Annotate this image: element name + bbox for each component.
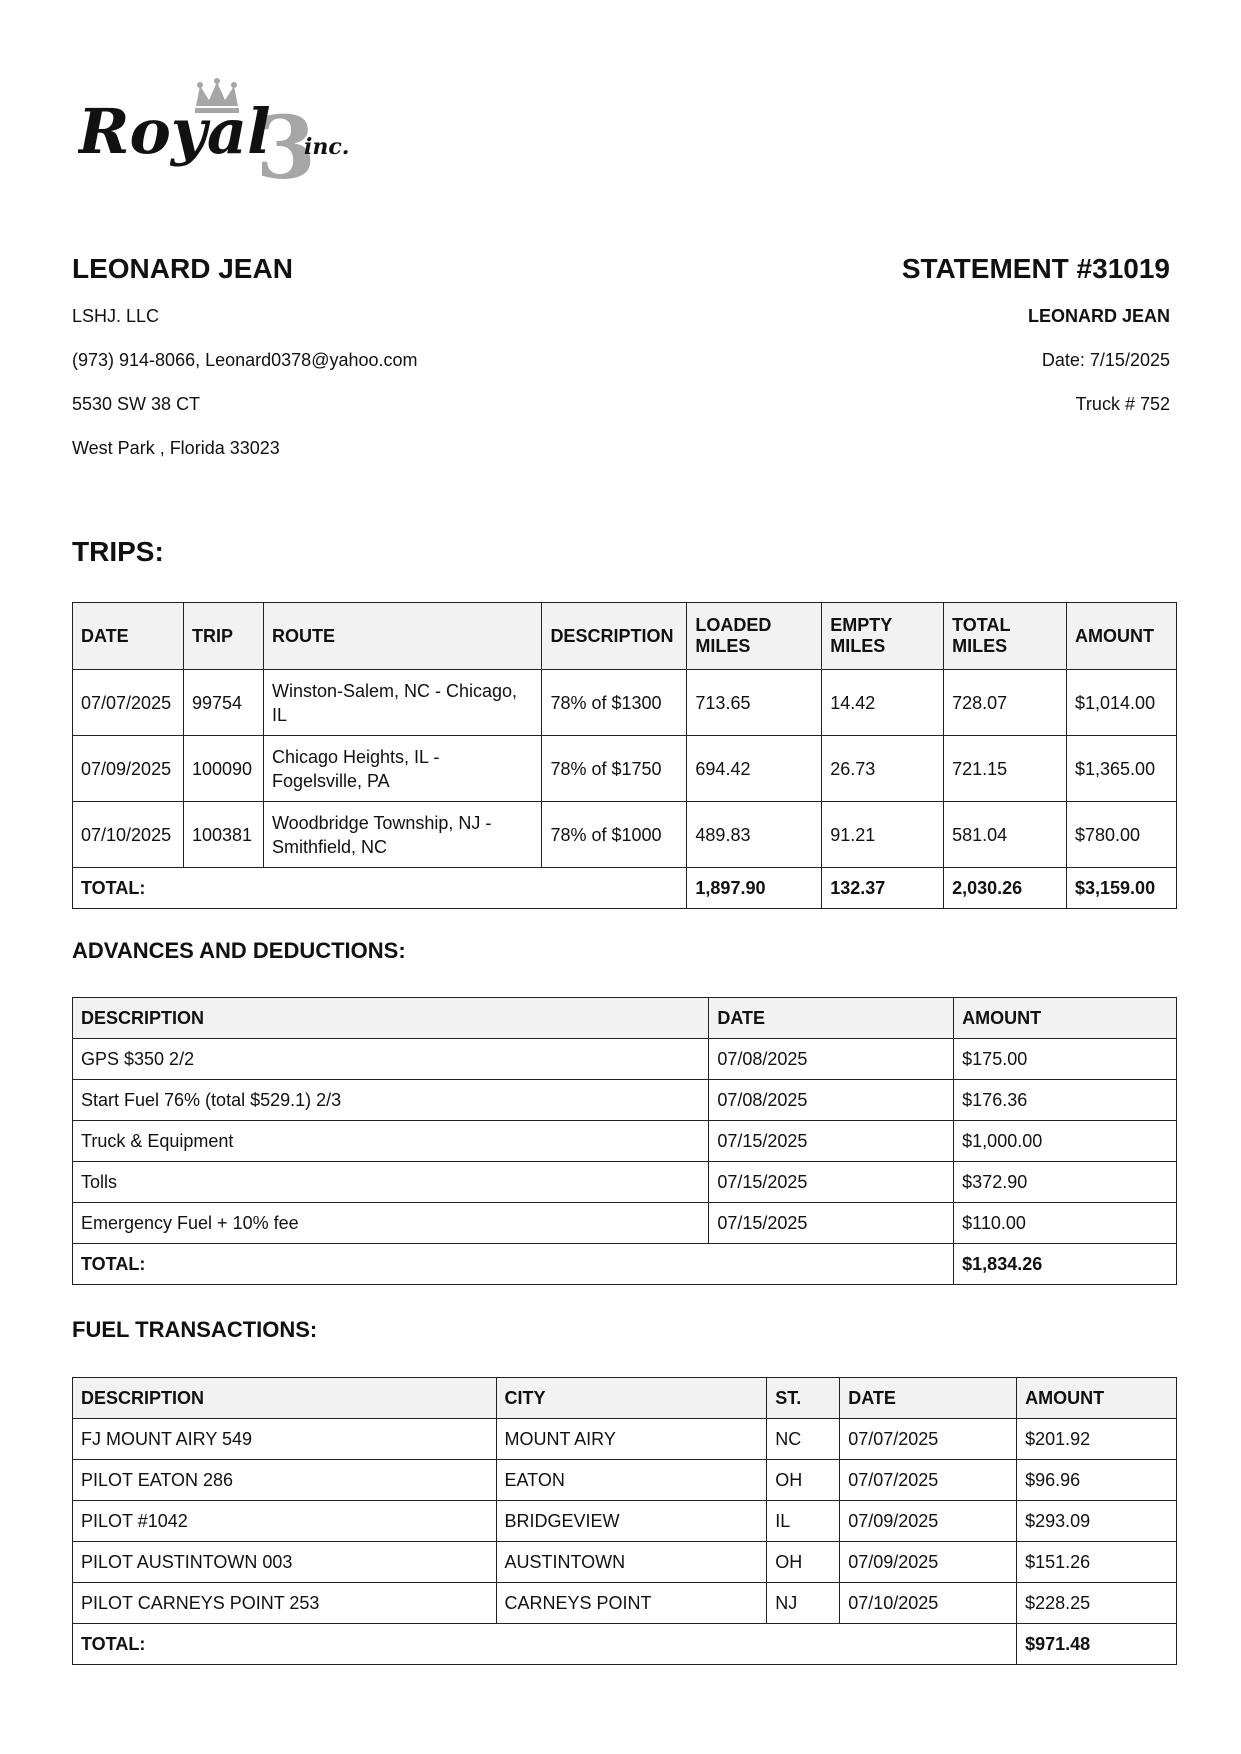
cell-city: EATON bbox=[496, 1460, 767, 1501]
cell-total-miles: 728.07 bbox=[944, 670, 1067, 736]
cell-date: 07/15/2025 bbox=[709, 1162, 954, 1203]
cell-description: Start Fuel 76% (total $529.1) 2/3 bbox=[73, 1080, 709, 1121]
total-amount: $1,834.26 bbox=[954, 1244, 1177, 1285]
cell-city: BRIDGEVIEW bbox=[496, 1501, 767, 1542]
cell-state: OH bbox=[767, 1460, 840, 1501]
cell-amount: $1,365.00 bbox=[1067, 736, 1177, 802]
cell-amount: $228.25 bbox=[1017, 1583, 1177, 1624]
cell-amount: $780.00 bbox=[1067, 802, 1177, 868]
cell-description: PILOT CARNEYS POINT 253 bbox=[73, 1583, 497, 1624]
cell-description: 78% of $1750 bbox=[542, 736, 687, 802]
cell-amount: $110.00 bbox=[954, 1203, 1177, 1244]
cell-route: Chicago Heights, IL - Fogelsville, PA bbox=[263, 736, 541, 802]
cell-description: Truck & Equipment bbox=[73, 1121, 709, 1162]
statement-truck: Truck # 752 bbox=[1075, 394, 1170, 414]
cell-date: 07/10/2025 bbox=[73, 802, 184, 868]
header-date: DATE bbox=[709, 998, 954, 1039]
cell-total-miles: 721.15 bbox=[944, 736, 1067, 802]
table-row bbox=[73, 1542, 1177, 1583]
cell-date: 07/15/2025 bbox=[709, 1121, 954, 1162]
header-description: DESCRIPTION bbox=[542, 603, 687, 670]
header-total-miles: TOTAL MILES bbox=[944, 603, 1067, 670]
cell-loaded-miles: 694.42 bbox=[687, 736, 822, 802]
cell-description: PILOT AUSTINTOWN 003 bbox=[73, 1542, 497, 1583]
table-header-row bbox=[73, 1378, 1177, 1419]
header-date: DATE bbox=[73, 603, 184, 670]
cell-date: 07/07/2025 bbox=[840, 1419, 1017, 1460]
cell-amount: $96.96 bbox=[1017, 1460, 1177, 1501]
cell-loaded-miles: 489.83 bbox=[687, 802, 822, 868]
total-amount: $3,159.00 bbox=[1067, 868, 1177, 909]
cell-date: 07/07/2025 bbox=[73, 670, 184, 736]
table-row bbox=[73, 1162, 1177, 1203]
cell-route: Woodbridge Township, NJ - Smithfield, NC bbox=[263, 802, 541, 868]
statement-name: LEONARD JEAN bbox=[1027, 306, 1170, 326]
logo-script: Royal bbox=[78, 95, 271, 168]
total-loaded-miles: 1,897.90 bbox=[687, 868, 822, 909]
logo-suffix: inc. bbox=[304, 134, 350, 160]
cell-description: 78% of $1300 bbox=[542, 670, 687, 736]
cell-amount: $176.36 bbox=[954, 1080, 1177, 1121]
statement-title: STATEMENT #31019 bbox=[901, 253, 1170, 284]
total-label: TOTAL: bbox=[73, 868, 687, 909]
total-row bbox=[73, 1244, 1177, 1285]
table-row bbox=[73, 1460, 1177, 1501]
table-header-row bbox=[73, 998, 1177, 1039]
cell-date: 07/09/2025 bbox=[840, 1501, 1017, 1542]
cell-description: FJ MOUNT AIRY 549 bbox=[73, 1419, 497, 1460]
cell-route: Winston-Salem, NC - Chicago, IL bbox=[263, 670, 541, 736]
header-trip: TRIP bbox=[183, 603, 263, 670]
header-amount: AMOUNT bbox=[1017, 1378, 1177, 1419]
table-row bbox=[73, 670, 1177, 736]
cell-trip: 100381 bbox=[183, 802, 263, 868]
cell-state: IL bbox=[767, 1501, 840, 1542]
cell-amount: $151.26 bbox=[1017, 1542, 1177, 1583]
cell-empty-miles: 14.42 bbox=[822, 670, 944, 736]
table-row bbox=[73, 1501, 1177, 1542]
header-route: ROUTE bbox=[263, 603, 541, 670]
cell-description: PILOT EATON 286 bbox=[73, 1460, 497, 1501]
header-description: DESCRIPTION bbox=[73, 1378, 497, 1419]
driver-info bbox=[72, 252, 418, 470]
driver-contact: (973) 914-8066, Leonard0378@yahoo.com bbox=[72, 350, 418, 370]
header-empty-miles: EMPTY MILES bbox=[822, 603, 944, 670]
cell-date: 07/07/2025 bbox=[840, 1460, 1017, 1501]
driver-name: LEONARD JEAN bbox=[72, 253, 293, 284]
total-total-miles: 2,030.26 bbox=[944, 868, 1067, 909]
fuel-table bbox=[72, 1377, 1177, 1665]
cell-amount: $1,014.00 bbox=[1067, 670, 1177, 736]
total-amount: $971.48 bbox=[1017, 1624, 1177, 1665]
cell-empty-miles: 26.73 bbox=[822, 736, 944, 802]
cell-description: 78% of $1000 bbox=[542, 802, 687, 868]
trips-title: TRIPS: bbox=[72, 536, 164, 567]
cell-date: 07/09/2025 bbox=[840, 1542, 1017, 1583]
cell-amount: $201.92 bbox=[1017, 1419, 1177, 1460]
cell-date: 07/15/2025 bbox=[709, 1203, 954, 1244]
cell-description: PILOT #1042 bbox=[73, 1501, 497, 1542]
table-header-row bbox=[73, 603, 1177, 670]
cell-state: NC bbox=[767, 1419, 840, 1460]
cell-date: 07/10/2025 bbox=[840, 1583, 1017, 1624]
cell-amount: $175.00 bbox=[954, 1039, 1177, 1080]
cell-trip: 100090 bbox=[183, 736, 263, 802]
header-date: DATE bbox=[840, 1378, 1017, 1419]
table-row bbox=[73, 1203, 1177, 1244]
cell-amount: $1,000.00 bbox=[954, 1121, 1177, 1162]
fuel-title: FUEL TRANSACTIONS: bbox=[72, 1317, 318, 1342]
cell-city: CARNEYS POINT bbox=[496, 1583, 767, 1624]
advances-title: ADVANCES AND DEDUCTIONS: bbox=[72, 938, 406, 963]
table-row bbox=[73, 1080, 1177, 1121]
cell-city: AUSTINTOWN bbox=[496, 1542, 767, 1583]
cell-description: Tolls bbox=[73, 1162, 709, 1203]
header-state: ST. bbox=[767, 1378, 840, 1419]
cell-state: NJ bbox=[767, 1583, 840, 1624]
table-row bbox=[73, 1039, 1177, 1080]
header-description: DESCRIPTION bbox=[73, 998, 709, 1039]
total-label: TOTAL: bbox=[73, 1624, 1017, 1665]
cell-description: Emergency Fuel + 10% fee bbox=[73, 1203, 709, 1244]
cell-amount: $372.90 bbox=[954, 1162, 1177, 1203]
table-row bbox=[73, 736, 1177, 802]
total-row bbox=[73, 868, 1177, 909]
advances-table bbox=[72, 997, 1177, 1285]
cell-date: 07/09/2025 bbox=[73, 736, 184, 802]
logo-mark: 3 bbox=[256, 98, 316, 188]
driver-address-line2: West Park , Florida 33023 bbox=[72, 438, 280, 458]
cell-city: MOUNT AIRY bbox=[496, 1419, 767, 1460]
cell-amount: $293.09 bbox=[1017, 1501, 1177, 1542]
cell-date: 07/08/2025 bbox=[709, 1080, 954, 1121]
total-label: TOTAL: bbox=[73, 1244, 954, 1285]
table-row bbox=[73, 1121, 1177, 1162]
header-city: CITY bbox=[496, 1378, 767, 1419]
total-empty-miles: 132.37 bbox=[822, 868, 944, 909]
statement-info bbox=[902, 252, 1170, 426]
cell-loaded-miles: 713.65 bbox=[687, 670, 822, 736]
header-amount: AMOUNT bbox=[1067, 603, 1177, 670]
header-amount: AMOUNT bbox=[954, 998, 1177, 1039]
cell-empty-miles: 91.21 bbox=[822, 802, 944, 868]
driver-address-line1: 5530 SW 38 CT bbox=[72, 394, 201, 414]
cell-description: GPS $350 2/2 bbox=[73, 1039, 709, 1080]
table-row bbox=[73, 1419, 1177, 1460]
cell-state: OH bbox=[767, 1542, 840, 1583]
cell-date: 07/08/2025 bbox=[709, 1039, 954, 1080]
trips-table bbox=[72, 602, 1177, 909]
header-loaded-miles: LOADED MILES bbox=[687, 603, 822, 670]
table-row bbox=[73, 802, 1177, 868]
table-row bbox=[73, 1583, 1177, 1624]
cell-total-miles: 581.04 bbox=[944, 802, 1067, 868]
company-logo bbox=[78, 78, 388, 188]
total-row bbox=[73, 1624, 1177, 1665]
driver-company: LSHJ. LLC bbox=[72, 306, 160, 326]
statement-date: Date: 7/15/2025 bbox=[1041, 350, 1170, 370]
cell-trip: 99754 bbox=[183, 670, 263, 736]
